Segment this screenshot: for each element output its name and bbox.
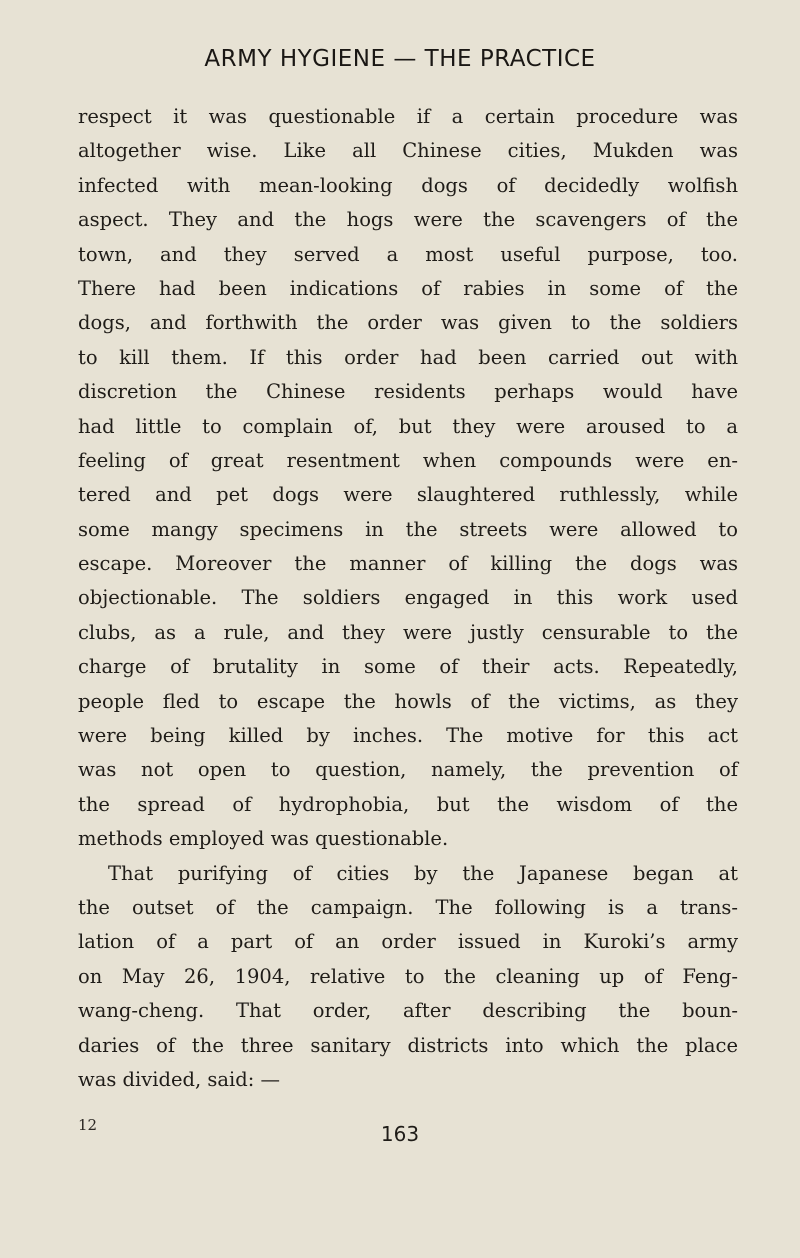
text-line: the outset of the campaign. The following is a trans- — [78, 895, 738, 919]
page-number: 163 — [380, 1122, 420, 1146]
text-line: daries of the three sanitary districts into which the place — [78, 1033, 738, 1057]
text-line: clubs, as a rule, and they were justly censurable to the — [78, 620, 738, 644]
text-line: respect it was questionable if a certain procedure was — [78, 105, 738, 128]
text-line: was divided, said: — — [78, 1067, 281, 1091]
body-text — [78, 100, 738, 1097]
text-line: charge of brutality in some of their acts. Repeatedly, — [78, 655, 738, 679]
text-line: lation of a part of an order issued in Kuroki’s army — [78, 930, 738, 954]
text-line: That purifying of cities by the Japanese began at — [108, 861, 738, 885]
text-line: feeling of great resentment when compounds were en- — [78, 448, 738, 472]
text-line: methods employed was questionable. — [78, 827, 449, 851]
text-line: infected with mean-looking dogs of decidedly wolfish — [78, 173, 738, 197]
text-line: discretion the Chinese residents perhaps would have — [78, 380, 738, 404]
text-line: town, and they served a most useful purpose, too. — [78, 242, 738, 266]
text-line: were being killed by inches. The motive for this act — [78, 724, 738, 748]
text-line: There had been indications of rabies in some of the — [78, 276, 738, 300]
text-line: wang-cheng. That order, after describing the boun- — [78, 999, 738, 1023]
text-line: some mangy specimens in the streets were allowed to — [78, 517, 738, 541]
text-line: tered and pet dogs were slaughtered ruthlessly, while — [78, 483, 738, 507]
text-line: people fled to escape the howls of the victims, as they — [78, 689, 738, 713]
text-line: escape. Moreover the manner of killing the dogs was — [78, 552, 738, 576]
text-line: had little to complain of, but they were aroused to a — [78, 414, 738, 438]
text-line: objectionable. The soldiers engaged in this work used — [78, 586, 738, 610]
text-line: was not open to question, namely, the prevention of — [78, 758, 738, 782]
text-line: to kill them. If this order had been carried out with — [78, 345, 738, 369]
text-line: aspect. They and the hogs were the scavengers of the — [78, 208, 738, 232]
text-line: the spread of hydrophobia, but the wisdom of the — [78, 792, 738, 816]
signature-mark: 12 — [78, 1116, 98, 1134]
text-line: dogs, and forthwith the order was given to the soldiers — [78, 311, 738, 335]
text-line: on May 26, 1904, relative to the cleaning up of Feng- — [78, 964, 738, 988]
text-line: altogether wise. Like all Chinese cities, Mukden was — [78, 139, 738, 163]
running-head: ARMY HYGIENE — THE PRACTICE — [204, 46, 596, 72]
